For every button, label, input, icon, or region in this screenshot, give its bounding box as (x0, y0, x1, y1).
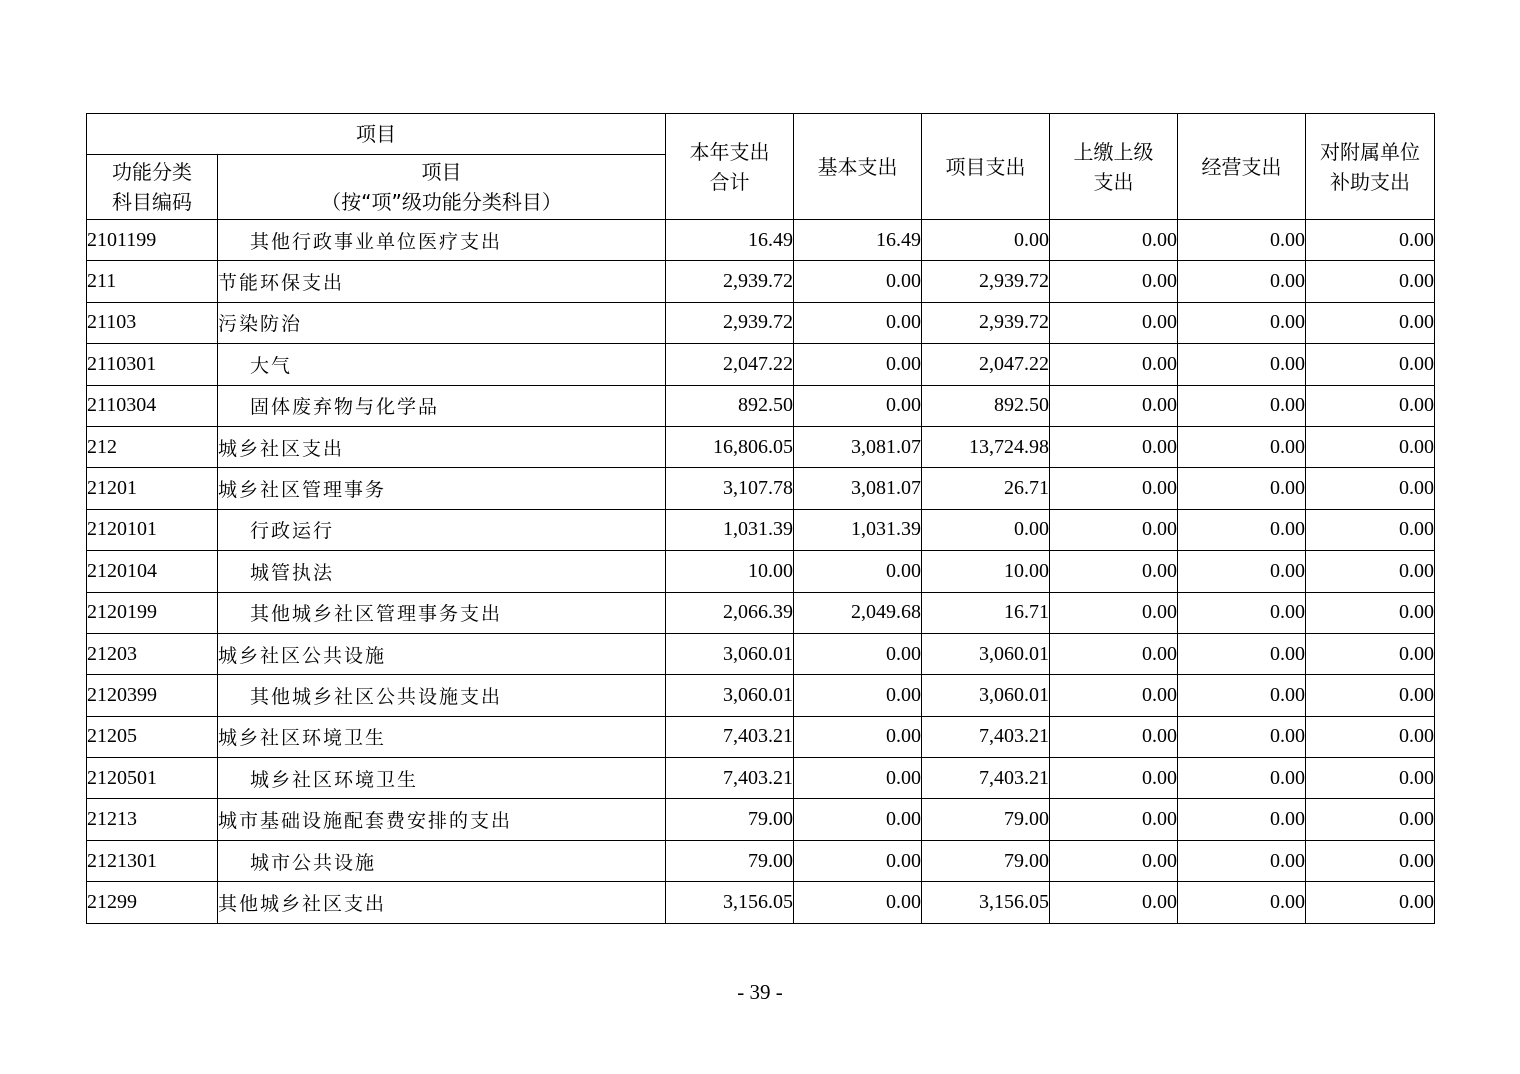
cell-code: 21299 (87, 882, 218, 923)
cell-project: 10.00 (922, 551, 1050, 592)
cell-subsidy: 0.00 (1306, 633, 1435, 674)
cell-total: 3,156.05 (666, 882, 794, 923)
cell-operating: 0.00 (1178, 551, 1306, 592)
cell-basic: 0.00 (794, 302, 922, 343)
header-project-expense: 项目支出 (922, 114, 1050, 220)
cell-upper: 0.00 (1050, 840, 1178, 881)
cell-name: 大气 (218, 344, 666, 385)
table-row (87, 220, 1435, 261)
cell-subsidy: 0.00 (1306, 468, 1435, 509)
table-row (87, 633, 1435, 674)
cell-code: 21203 (87, 633, 218, 674)
cell-total: 79.00 (666, 799, 794, 840)
page-number: - 39 - (737, 980, 783, 1004)
cell-code: 2110304 (87, 385, 218, 426)
header-subsidy: 对附属单位 补助支出 (1306, 114, 1435, 220)
header-upper: 上缴上级 支出 (1050, 114, 1178, 220)
cell-code: 2101199 (87, 220, 218, 261)
cell-upper: 0.00 (1050, 385, 1178, 426)
cell-code: 2121301 (87, 840, 218, 881)
cell-subsidy: 0.00 (1306, 220, 1435, 261)
cell-upper: 0.00 (1050, 633, 1178, 674)
cell-basic: 0.00 (794, 633, 922, 674)
cell-name: 城乡社区环境卫生 (218, 758, 666, 799)
cell-name: 污染防治 (218, 302, 666, 343)
table-row (87, 840, 1435, 881)
cell-basic: 1,031.39 (794, 509, 922, 550)
cell-code: 2120501 (87, 758, 218, 799)
cell-upper: 0.00 (1050, 261, 1178, 302)
cell-total: 2,066.39 (666, 592, 794, 633)
table-row (87, 468, 1435, 509)
cell-code: 2120399 (87, 675, 218, 716)
table-row (87, 385, 1435, 426)
cell-upper: 0.00 (1050, 758, 1178, 799)
cell-operating: 0.00 (1178, 840, 1306, 881)
cell-name: 其他城乡社区支出 (218, 882, 666, 923)
cell-subsidy: 0.00 (1306, 675, 1435, 716)
cell-subsidy: 0.00 (1306, 302, 1435, 343)
cell-basic: 2,049.68 (794, 592, 922, 633)
cell-operating: 0.00 (1178, 716, 1306, 757)
header-total: 本年支出 合计 (666, 114, 794, 220)
cell-basic: 0.00 (794, 799, 922, 840)
cell-total: 7,403.21 (666, 716, 794, 757)
cell-basic: 3,081.07 (794, 426, 922, 467)
cell-total: 892.50 (666, 385, 794, 426)
cell-code: 21213 (87, 799, 218, 840)
table-row (87, 426, 1435, 467)
cell-code: 21201 (87, 468, 218, 509)
cell-basic: 0.00 (794, 758, 922, 799)
cell-basic: 16.49 (794, 220, 922, 261)
cell-operating: 0.00 (1178, 509, 1306, 550)
cell-total: 16.49 (666, 220, 794, 261)
cell-total: 1,031.39 (666, 509, 794, 550)
cell-operating: 0.00 (1178, 426, 1306, 467)
expenditure-table (86, 113, 1435, 924)
cell-subsidy: 0.00 (1306, 716, 1435, 757)
cell-name: 城乡社区环境卫生 (218, 716, 666, 757)
cell-total: 3,060.01 (666, 675, 794, 716)
cell-name: 城乡社区支出 (218, 426, 666, 467)
cell-operating: 0.00 (1178, 882, 1306, 923)
cell-name: 行政运行 (218, 509, 666, 550)
cell-operating: 0.00 (1178, 385, 1306, 426)
cell-project: 16.71 (922, 592, 1050, 633)
cell-project: 26.71 (922, 468, 1050, 509)
cell-operating: 0.00 (1178, 675, 1306, 716)
cell-subsidy: 0.00 (1306, 385, 1435, 426)
cell-upper: 0.00 (1050, 468, 1178, 509)
cell-project: 2,939.72 (922, 261, 1050, 302)
cell-operating: 0.00 (1178, 468, 1306, 509)
cell-total: 10.00 (666, 551, 794, 592)
cell-subsidy: 0.00 (1306, 592, 1435, 633)
cell-subsidy: 0.00 (1306, 344, 1435, 385)
cell-subsidy: 0.00 (1306, 551, 1435, 592)
cell-name: 城市公共设施 (218, 840, 666, 881)
cell-operating: 0.00 (1178, 592, 1306, 633)
cell-basic: 0.00 (794, 261, 922, 302)
table-row (87, 675, 1435, 716)
cell-project: 7,403.21 (922, 716, 1050, 757)
cell-total: 7,403.21 (666, 758, 794, 799)
cell-code: 211 (87, 261, 218, 302)
header-project: 项目 (87, 114, 666, 155)
cell-total: 3,107.78 (666, 468, 794, 509)
cell-project: 3,060.01 (922, 675, 1050, 716)
header-operating: 经营支出 (1178, 114, 1306, 220)
table-row (87, 261, 1435, 302)
cell-operating: 0.00 (1178, 261, 1306, 302)
cell-upper: 0.00 (1050, 675, 1178, 716)
table-row (87, 592, 1435, 633)
cell-operating: 0.00 (1178, 344, 1306, 385)
cell-project: 0.00 (922, 509, 1050, 550)
cell-subsidy: 0.00 (1306, 758, 1435, 799)
cell-code: 2120199 (87, 592, 218, 633)
cell-upper: 0.00 (1050, 716, 1178, 757)
cell-total: 3,060.01 (666, 633, 794, 674)
cell-code: 21103 (87, 302, 218, 343)
cell-project: 3,156.05 (922, 882, 1050, 923)
table-row (87, 758, 1435, 799)
table-row (87, 344, 1435, 385)
table-row (87, 509, 1435, 550)
table-row (87, 882, 1435, 923)
cell-operating: 0.00 (1178, 799, 1306, 840)
cell-project: 892.50 (922, 385, 1050, 426)
cell-basic: 0.00 (794, 675, 922, 716)
table-row (87, 302, 1435, 343)
cell-upper: 0.00 (1050, 302, 1178, 343)
cell-project: 2,939.72 (922, 302, 1050, 343)
cell-basic: 0.00 (794, 840, 922, 881)
cell-name: 固体废弃物与化学品 (218, 385, 666, 426)
header-name: 项目 （按“项”级功能分类科目） (218, 155, 666, 220)
cell-name: 其他城乡社区管理事务支出 (218, 592, 666, 633)
cell-code: 212 (87, 426, 218, 467)
cell-subsidy: 0.00 (1306, 509, 1435, 550)
cell-basic: 3,081.07 (794, 468, 922, 509)
cell-operating: 0.00 (1178, 220, 1306, 261)
table-body (87, 220, 1435, 924)
cell-operating: 0.00 (1178, 633, 1306, 674)
cell-basic: 0.00 (794, 344, 922, 385)
header-code: 功能分类 科目编码 (87, 155, 218, 220)
cell-total: 2,939.72 (666, 261, 794, 302)
table-header (87, 114, 1435, 220)
cell-code: 2110301 (87, 344, 218, 385)
cell-name: 其他行政事业单位医疗支出 (218, 220, 666, 261)
cell-code: 2120104 (87, 551, 218, 592)
cell-subsidy: 0.00 (1306, 799, 1435, 840)
cell-operating: 0.00 (1178, 302, 1306, 343)
cell-total: 16,806.05 (666, 426, 794, 467)
cell-project: 79.00 (922, 840, 1050, 881)
cell-upper: 0.00 (1050, 882, 1178, 923)
cell-code: 21205 (87, 716, 218, 757)
cell-subsidy: 0.00 (1306, 426, 1435, 467)
cell-project: 13,724.98 (922, 426, 1050, 467)
cell-subsidy: 0.00 (1306, 882, 1435, 923)
cell-upper: 0.00 (1050, 799, 1178, 840)
table-row (87, 716, 1435, 757)
cell-total: 2,939.72 (666, 302, 794, 343)
cell-subsidy: 0.00 (1306, 261, 1435, 302)
cell-name: 节能环保支出 (218, 261, 666, 302)
cell-total: 2,047.22 (666, 344, 794, 385)
cell-code: 2120101 (87, 509, 218, 550)
cell-upper: 0.00 (1050, 509, 1178, 550)
cell-project: 2,047.22 (922, 344, 1050, 385)
cell-project: 3,060.01 (922, 633, 1050, 674)
table-row (87, 551, 1435, 592)
cell-basic: 0.00 (794, 716, 922, 757)
header-basic: 基本支出 (794, 114, 922, 220)
cell-name: 城乡社区公共设施 (218, 633, 666, 674)
cell-upper: 0.00 (1050, 592, 1178, 633)
cell-operating: 0.00 (1178, 758, 1306, 799)
table-row (87, 799, 1435, 840)
cell-project: 0.00 (922, 220, 1050, 261)
cell-upper: 0.00 (1050, 344, 1178, 385)
cell-name: 城管执法 (218, 551, 666, 592)
cell-upper: 0.00 (1050, 551, 1178, 592)
cell-project: 79.00 (922, 799, 1050, 840)
cell-name: 城市基础设施配套费安排的支出 (218, 799, 666, 840)
cell-upper: 0.00 (1050, 426, 1178, 467)
cell-subsidy: 0.00 (1306, 840, 1435, 881)
cell-project: 7,403.21 (922, 758, 1050, 799)
cell-name: 城乡社区管理事务 (218, 468, 666, 509)
cell-total: 79.00 (666, 840, 794, 881)
cell-basic: 0.00 (794, 385, 922, 426)
cell-basic: 0.00 (794, 551, 922, 592)
cell-name: 其他城乡社区公共设施支出 (218, 675, 666, 716)
cell-basic: 0.00 (794, 882, 922, 923)
cell-upper: 0.00 (1050, 220, 1178, 261)
